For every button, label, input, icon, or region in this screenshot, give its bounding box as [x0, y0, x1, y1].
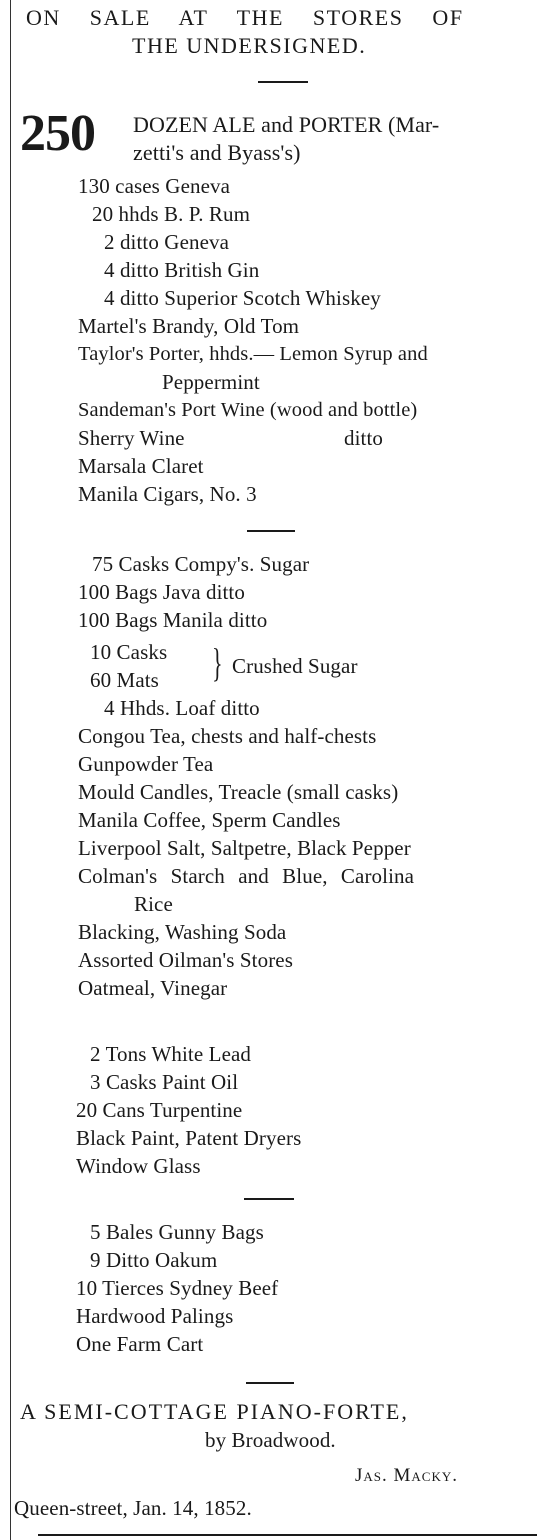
list-item: Blacking, Washing Soda [78, 920, 287, 944]
list-item: 2 Tons White Lead [90, 1042, 252, 1066]
list-item: Sandeman's Port Wine (wood and bottle) [78, 399, 418, 421]
list-item: Marsala Claret [78, 454, 204, 478]
list-item: Manila Cigars, No. 3 [78, 482, 257, 506]
list-item: Rice [134, 892, 173, 916]
list-item: Colman's Starch and Blue, Carolina [78, 864, 415, 888]
list-item: 10 Tierces Sydney Beef [76, 1276, 279, 1300]
list-item: 100 Bags Java ditto [78, 580, 245, 604]
sherry-ditto: ditto [344, 426, 384, 450]
list-item: 4 ditto Superior Scotch Whiskey [104, 286, 381, 310]
brace-item-top: 10 Casks [90, 640, 168, 664]
column-border [10, 0, 11, 1540]
list-item: 3 Casks Paint Oil [90, 1070, 239, 1094]
bottom-rule [38, 1534, 537, 1536]
list-item: One Farm Cart [76, 1332, 204, 1356]
divider-rule [244, 1198, 294, 1200]
list-item: Oatmeal, Vinegar [78, 976, 228, 1000]
list-item: Manila Coffee, Sperm Candles [78, 808, 341, 832]
brace-icon: } [212, 640, 223, 685]
list-item: 20 Cans Turpentine [76, 1098, 243, 1122]
list-item: Window Glass [76, 1154, 201, 1178]
list-item: 20 hhds B. P. Rum [92, 202, 251, 226]
list-item: 9 Ditto Oakum [90, 1248, 218, 1272]
divider-rule [246, 1382, 294, 1384]
list-item: Hardwood Palings [76, 1304, 234, 1328]
list-item: 75 Casks Compy's. Sugar [92, 552, 310, 576]
list-item: Gunpowder Tea [78, 752, 214, 776]
lead-quantity: 250 [20, 105, 95, 162]
list-item: Liverpool Salt, Saltpetre, Black Pepper [78, 836, 411, 860]
lead-line-1: DOZEN ALE and PORTER (Mar- [133, 112, 440, 137]
list-item: Black Paint, Patent Dryers [76, 1126, 302, 1150]
list-item: Mould Candles, Treacle (small casks) [78, 780, 399, 804]
list-item: Peppermint [162, 370, 260, 394]
lead-line-2: zetti's and Byass's) [133, 140, 301, 165]
list-item: Taylor's Porter, hhds.— Lemon Syrup and [78, 343, 428, 365]
list-item: Martel's Brandy, Old Tom [78, 314, 300, 338]
piano-line-1: A SEMI-COTTAGE PIANO-FORTE, [20, 1399, 409, 1424]
list-item: 2 ditto Geneva [104, 230, 230, 254]
piano-line-2: by Broadwood. [205, 1428, 336, 1452]
signature: Jas. Macky. [355, 1465, 458, 1486]
header-line-2: THE UNDERSIGNED. [132, 33, 367, 58]
footer-date: Queen-street, Jan. 14, 1852. [14, 1496, 252, 1520]
list-item: Sherry Wine [78, 426, 185, 450]
list-item: 130 cases Geneva [78, 174, 231, 198]
divider-rule [258, 81, 308, 83]
list-item: Congou Tea, chests and half-chests [78, 724, 377, 748]
list-item: 4 Hhds. Loaf ditto [104, 696, 260, 720]
list-item: 100 Bags Manila ditto [78, 608, 268, 632]
divider-rule [247, 530, 295, 532]
brace-item-bottom: 60 Mats [90, 668, 159, 692]
header-line-1: ON SALE AT THE STORES OF [26, 5, 464, 30]
list-item: 5 Bales Gunny Bags [90, 1220, 264, 1244]
list-item: 4 ditto British Gin [104, 258, 260, 282]
list-item: Assorted Oilman's Stores [78, 948, 294, 972]
brace-label: Crushed Sugar [232, 654, 358, 678]
